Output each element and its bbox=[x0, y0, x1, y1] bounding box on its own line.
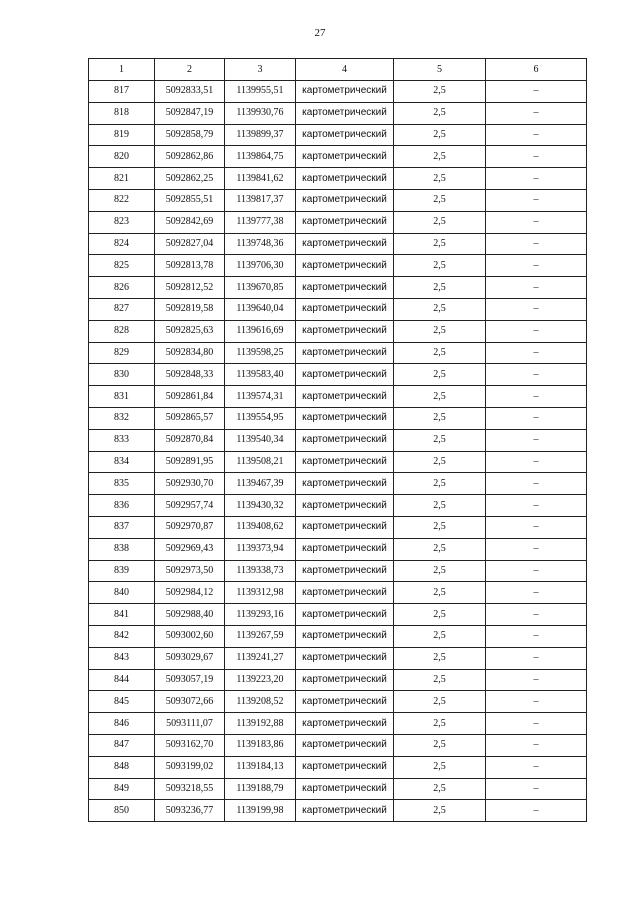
x-coordinate-cell: 5092813,78 bbox=[155, 255, 225, 277]
y-coordinate-cell: 1139670,85 bbox=[225, 277, 296, 299]
table-row bbox=[89, 756, 587, 778]
method-cell: картометрический bbox=[296, 211, 394, 233]
method-cell: картометрический bbox=[296, 407, 394, 429]
y-coordinate-cell: 1139192,88 bbox=[225, 713, 296, 735]
y-coordinate-cell: 1139293,16 bbox=[225, 604, 296, 626]
method-cell: картометрический bbox=[296, 124, 394, 146]
x-coordinate-cell: 5092970,87 bbox=[155, 516, 225, 538]
y-coordinate-cell: 1139338,73 bbox=[225, 560, 296, 582]
x-coordinate-cell: 5093111,07 bbox=[155, 713, 225, 735]
column-header: 2 bbox=[155, 59, 225, 81]
table-row bbox=[89, 386, 587, 408]
precision-cell: 2,5 bbox=[394, 604, 486, 626]
point-number-cell: 846 bbox=[89, 713, 155, 735]
method-cell: картометрический bbox=[296, 560, 394, 582]
note-cell: – bbox=[486, 604, 587, 626]
method-cell: картометрический bbox=[296, 342, 394, 364]
table-row bbox=[89, 495, 587, 517]
precision-cell: 2,5 bbox=[394, 189, 486, 211]
y-coordinate-cell: 1139864,75 bbox=[225, 146, 296, 168]
note-cell: – bbox=[486, 298, 587, 320]
note-cell: – bbox=[486, 342, 587, 364]
y-coordinate-cell: 1139841,62 bbox=[225, 168, 296, 190]
precision-cell: 2,5 bbox=[394, 407, 486, 429]
precision-cell: 2,5 bbox=[394, 691, 486, 713]
table-row bbox=[89, 102, 587, 124]
y-coordinate-cell: 1139408,62 bbox=[225, 516, 296, 538]
method-cell: картометрический bbox=[296, 713, 394, 735]
precision-cell: 2,5 bbox=[394, 713, 486, 735]
x-coordinate-cell: 5092930,70 bbox=[155, 473, 225, 495]
precision-cell: 2,5 bbox=[394, 734, 486, 756]
x-coordinate-cell: 5092969,43 bbox=[155, 538, 225, 560]
x-coordinate-cell: 5092848,33 bbox=[155, 364, 225, 386]
table-row bbox=[89, 407, 587, 429]
x-coordinate-cell: 5093218,55 bbox=[155, 778, 225, 800]
note-cell: – bbox=[486, 168, 587, 190]
method-cell: картометрический bbox=[296, 734, 394, 756]
point-number-cell: 839 bbox=[89, 560, 155, 582]
x-coordinate-cell: 5092973,50 bbox=[155, 560, 225, 582]
note-cell: – bbox=[486, 560, 587, 582]
point-number-cell: 817 bbox=[89, 81, 155, 103]
coordinates-table bbox=[88, 58, 587, 822]
method-cell: картометрический bbox=[296, 778, 394, 800]
y-coordinate-cell: 1139777,38 bbox=[225, 211, 296, 233]
method-cell: картометрический bbox=[296, 647, 394, 669]
precision-cell: 2,5 bbox=[394, 255, 486, 277]
x-coordinate-cell: 5092862,25 bbox=[155, 168, 225, 190]
y-coordinate-cell: 1139188,79 bbox=[225, 778, 296, 800]
precision-cell: 2,5 bbox=[394, 473, 486, 495]
note-cell: – bbox=[486, 277, 587, 299]
precision-cell: 2,5 bbox=[394, 800, 486, 822]
table-row bbox=[89, 691, 587, 713]
method-cell: картометрический bbox=[296, 604, 394, 626]
method-cell: картометрический bbox=[296, 386, 394, 408]
note-cell: – bbox=[486, 647, 587, 669]
note-cell: – bbox=[486, 386, 587, 408]
x-coordinate-cell: 5092865,57 bbox=[155, 407, 225, 429]
table-row bbox=[89, 800, 587, 822]
table-row bbox=[89, 211, 587, 233]
column-header: 3 bbox=[225, 59, 296, 81]
method-cell: картометрический bbox=[296, 255, 394, 277]
precision-cell: 2,5 bbox=[394, 320, 486, 342]
method-cell: картометрический bbox=[296, 146, 394, 168]
y-coordinate-cell: 1139930,76 bbox=[225, 102, 296, 124]
x-coordinate-cell: 5093199,02 bbox=[155, 756, 225, 778]
point-number-cell: 848 bbox=[89, 756, 155, 778]
y-coordinate-cell: 1139467,39 bbox=[225, 473, 296, 495]
method-cell: картометрический bbox=[296, 451, 394, 473]
precision-cell: 2,5 bbox=[394, 625, 486, 647]
table-row bbox=[89, 255, 587, 277]
method-cell: картометрический bbox=[296, 277, 394, 299]
table-row bbox=[89, 298, 587, 320]
precision-cell: 2,5 bbox=[394, 168, 486, 190]
x-coordinate-cell: 5092842,69 bbox=[155, 211, 225, 233]
y-coordinate-cell: 1139223,20 bbox=[225, 669, 296, 691]
table-row bbox=[89, 364, 587, 386]
note-cell: – bbox=[486, 473, 587, 495]
y-coordinate-cell: 1139183,86 bbox=[225, 734, 296, 756]
table-row bbox=[89, 582, 587, 604]
note-cell: – bbox=[486, 691, 587, 713]
note-cell: – bbox=[486, 364, 587, 386]
note-cell: – bbox=[486, 451, 587, 473]
precision-cell: 2,5 bbox=[394, 560, 486, 582]
x-coordinate-cell: 5092819,58 bbox=[155, 298, 225, 320]
y-coordinate-cell: 1139574,31 bbox=[225, 386, 296, 408]
point-number-cell: 832 bbox=[89, 407, 155, 429]
note-cell: – bbox=[486, 211, 587, 233]
point-number-cell: 822 bbox=[89, 189, 155, 211]
table-row bbox=[89, 451, 587, 473]
method-cell: картометрический bbox=[296, 168, 394, 190]
table-row bbox=[89, 560, 587, 582]
note-cell: – bbox=[486, 800, 587, 822]
table-header-row bbox=[89, 59, 587, 81]
table-row bbox=[89, 669, 587, 691]
note-cell: – bbox=[486, 495, 587, 517]
y-coordinate-cell: 1139616,69 bbox=[225, 320, 296, 342]
precision-cell: 2,5 bbox=[394, 211, 486, 233]
x-coordinate-cell: 5092870,84 bbox=[155, 429, 225, 451]
table-row bbox=[89, 625, 587, 647]
table-row bbox=[89, 342, 587, 364]
point-number-cell: 823 bbox=[89, 211, 155, 233]
method-cell: картометрический bbox=[296, 189, 394, 211]
table-row bbox=[89, 429, 587, 451]
method-cell: картометрический bbox=[296, 582, 394, 604]
precision-cell: 2,5 bbox=[394, 778, 486, 800]
note-cell: – bbox=[486, 713, 587, 735]
point-number-cell: 840 bbox=[89, 582, 155, 604]
point-number-cell: 820 bbox=[89, 146, 155, 168]
precision-cell: 2,5 bbox=[394, 233, 486, 255]
x-coordinate-cell: 5092847,19 bbox=[155, 102, 225, 124]
page-number: 27 bbox=[314, 27, 326, 39]
point-number-cell: 845 bbox=[89, 691, 155, 713]
note-cell: – bbox=[486, 625, 587, 647]
table-row bbox=[89, 713, 587, 735]
point-number-cell: 849 bbox=[89, 778, 155, 800]
method-cell: картометрический bbox=[296, 320, 394, 342]
y-coordinate-cell: 1139955,51 bbox=[225, 81, 296, 103]
x-coordinate-cell: 5092984,12 bbox=[155, 582, 225, 604]
table-row bbox=[89, 473, 587, 495]
x-coordinate-cell: 5092825,63 bbox=[155, 320, 225, 342]
precision-cell: 2,5 bbox=[394, 364, 486, 386]
point-number-cell: 843 bbox=[89, 647, 155, 669]
point-number-cell: 819 bbox=[89, 124, 155, 146]
point-number-cell: 833 bbox=[89, 429, 155, 451]
note-cell: – bbox=[486, 81, 587, 103]
x-coordinate-cell: 5093162,70 bbox=[155, 734, 225, 756]
method-cell: картометрический bbox=[296, 669, 394, 691]
point-number-cell: 830 bbox=[89, 364, 155, 386]
method-cell: картометрический bbox=[296, 495, 394, 517]
y-coordinate-cell: 1139706,30 bbox=[225, 255, 296, 277]
point-number-cell: 838 bbox=[89, 538, 155, 560]
table-row bbox=[89, 81, 587, 103]
point-number-cell: 841 bbox=[89, 604, 155, 626]
column-header: 1 bbox=[89, 59, 155, 81]
table-row bbox=[89, 146, 587, 168]
column-header: 6 bbox=[486, 59, 587, 81]
x-coordinate-cell: 5092855,51 bbox=[155, 189, 225, 211]
method-cell: картометрический bbox=[296, 364, 394, 386]
point-number-cell: 842 bbox=[89, 625, 155, 647]
note-cell: – bbox=[486, 124, 587, 146]
point-number-cell: 837 bbox=[89, 516, 155, 538]
y-coordinate-cell: 1139554,95 bbox=[225, 407, 296, 429]
precision-cell: 2,5 bbox=[394, 342, 486, 364]
precision-cell: 2,5 bbox=[394, 538, 486, 560]
method-cell: картометрический bbox=[296, 800, 394, 822]
note-cell: – bbox=[486, 146, 587, 168]
x-coordinate-cell: 5092988,40 bbox=[155, 604, 225, 626]
y-coordinate-cell: 1139184,13 bbox=[225, 756, 296, 778]
note-cell: – bbox=[486, 407, 587, 429]
x-coordinate-cell: 5092862,86 bbox=[155, 146, 225, 168]
y-coordinate-cell: 1139583,40 bbox=[225, 364, 296, 386]
column-header: 4 bbox=[296, 59, 394, 81]
y-coordinate-cell: 1139508,21 bbox=[225, 451, 296, 473]
method-cell: картометрический bbox=[296, 756, 394, 778]
table-row bbox=[89, 189, 587, 211]
x-coordinate-cell: 5092891,95 bbox=[155, 451, 225, 473]
table-row bbox=[89, 124, 587, 146]
x-coordinate-cell: 5092812,52 bbox=[155, 277, 225, 299]
table-row bbox=[89, 233, 587, 255]
y-coordinate-cell: 1139640,04 bbox=[225, 298, 296, 320]
table-row bbox=[89, 168, 587, 190]
note-cell: – bbox=[486, 255, 587, 277]
method-cell: картометрический bbox=[296, 233, 394, 255]
precision-cell: 2,5 bbox=[394, 516, 486, 538]
note-cell: – bbox=[486, 516, 587, 538]
x-coordinate-cell: 5092834,80 bbox=[155, 342, 225, 364]
precision-cell: 2,5 bbox=[394, 298, 486, 320]
method-cell: картометрический bbox=[296, 102, 394, 124]
table-row bbox=[89, 320, 587, 342]
point-number-cell: 829 bbox=[89, 342, 155, 364]
table-row bbox=[89, 277, 587, 299]
note-cell: – bbox=[486, 320, 587, 342]
method-cell: картометрический bbox=[296, 625, 394, 647]
x-coordinate-cell: 5092827,04 bbox=[155, 233, 225, 255]
column-header: 5 bbox=[394, 59, 486, 81]
y-coordinate-cell: 1139208,52 bbox=[225, 691, 296, 713]
method-cell: картометрический bbox=[296, 473, 394, 495]
method-cell: картометрический bbox=[296, 538, 394, 560]
note-cell: – bbox=[486, 102, 587, 124]
note-cell: – bbox=[486, 538, 587, 560]
y-coordinate-cell: 1139540,34 bbox=[225, 429, 296, 451]
x-coordinate-cell: 5092861,84 bbox=[155, 386, 225, 408]
precision-cell: 2,5 bbox=[394, 582, 486, 604]
point-number-cell: 847 bbox=[89, 734, 155, 756]
table-row bbox=[89, 734, 587, 756]
table-body bbox=[89, 81, 587, 822]
x-coordinate-cell: 5093002,60 bbox=[155, 625, 225, 647]
method-cell: картометрический bbox=[296, 691, 394, 713]
y-coordinate-cell: 1139430,32 bbox=[225, 495, 296, 517]
point-number-cell: 825 bbox=[89, 255, 155, 277]
note-cell: – bbox=[486, 189, 587, 211]
y-coordinate-cell: 1139312,98 bbox=[225, 582, 296, 604]
point-number-cell: 828 bbox=[89, 320, 155, 342]
y-coordinate-cell: 1139373,94 bbox=[225, 538, 296, 560]
x-coordinate-cell: 5093057,19 bbox=[155, 669, 225, 691]
point-number-cell: 844 bbox=[89, 669, 155, 691]
precision-cell: 2,5 bbox=[394, 81, 486, 103]
note-cell: – bbox=[486, 756, 587, 778]
precision-cell: 2,5 bbox=[394, 124, 486, 146]
point-number-cell: 836 bbox=[89, 495, 155, 517]
precision-cell: 2,5 bbox=[394, 756, 486, 778]
table-row bbox=[89, 647, 587, 669]
precision-cell: 2,5 bbox=[394, 102, 486, 124]
precision-cell: 2,5 bbox=[394, 386, 486, 408]
precision-cell: 2,5 bbox=[394, 277, 486, 299]
y-coordinate-cell: 1139899,37 bbox=[225, 124, 296, 146]
y-coordinate-cell: 1139598,25 bbox=[225, 342, 296, 364]
note-cell: – bbox=[486, 233, 587, 255]
precision-cell: 2,5 bbox=[394, 146, 486, 168]
table-row bbox=[89, 538, 587, 560]
x-coordinate-cell: 5092858,79 bbox=[155, 124, 225, 146]
note-cell: – bbox=[486, 669, 587, 691]
point-number-cell: 850 bbox=[89, 800, 155, 822]
point-number-cell: 831 bbox=[89, 386, 155, 408]
point-number-cell: 826 bbox=[89, 277, 155, 299]
method-cell: картометрический bbox=[296, 429, 394, 451]
x-coordinate-cell: 5093029,67 bbox=[155, 647, 225, 669]
point-number-cell: 835 bbox=[89, 473, 155, 495]
point-number-cell: 834 bbox=[89, 451, 155, 473]
x-coordinate-cell: 5092957,74 bbox=[155, 495, 225, 517]
y-coordinate-cell: 1139817,37 bbox=[225, 189, 296, 211]
note-cell: – bbox=[486, 778, 587, 800]
x-coordinate-cell: 5092833,51 bbox=[155, 81, 225, 103]
point-number-cell: 818 bbox=[89, 102, 155, 124]
precision-cell: 2,5 bbox=[394, 429, 486, 451]
point-number-cell: 824 bbox=[89, 233, 155, 255]
point-number-cell: 821 bbox=[89, 168, 155, 190]
table-row bbox=[89, 604, 587, 626]
precision-cell: 2,5 bbox=[394, 669, 486, 691]
note-cell: – bbox=[486, 734, 587, 756]
method-cell: картометрический bbox=[296, 516, 394, 538]
x-coordinate-cell: 5093072,66 bbox=[155, 691, 225, 713]
y-coordinate-cell: 1139241,27 bbox=[225, 647, 296, 669]
table-row bbox=[89, 516, 587, 538]
y-coordinate-cell: 1139199,98 bbox=[225, 800, 296, 822]
precision-cell: 2,5 bbox=[394, 451, 486, 473]
note-cell: – bbox=[486, 429, 587, 451]
y-coordinate-cell: 1139267,59 bbox=[225, 625, 296, 647]
method-cell: картометрический bbox=[296, 298, 394, 320]
precision-cell: 2,5 bbox=[394, 647, 486, 669]
precision-cell: 2,5 bbox=[394, 495, 486, 517]
point-number-cell: 827 bbox=[89, 298, 155, 320]
method-cell: картометрический bbox=[296, 81, 394, 103]
x-coordinate-cell: 5093236,77 bbox=[155, 800, 225, 822]
table-row bbox=[89, 778, 587, 800]
y-coordinate-cell: 1139748,36 bbox=[225, 233, 296, 255]
note-cell: – bbox=[486, 582, 587, 604]
